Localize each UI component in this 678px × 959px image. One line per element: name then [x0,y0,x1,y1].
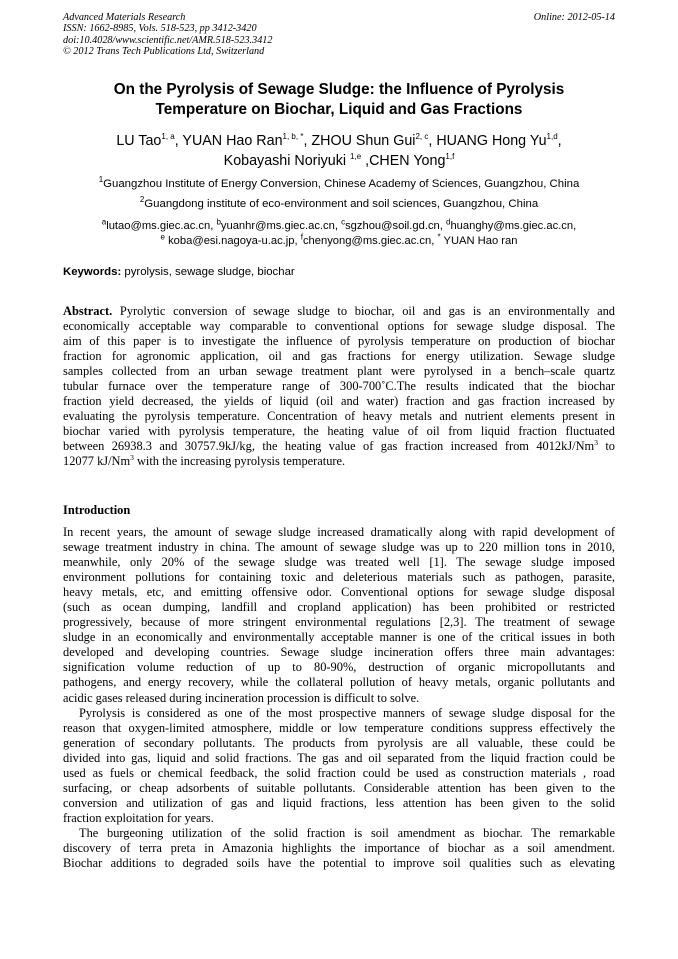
intro-line: Biochar additions to degraded soils have the potential to improve soil qualities such as elevating [63,856,615,871]
journal-header [63,12,272,58]
affiliation-sup: 2 [139,195,145,205]
author-line-2 [63,151,615,171]
abstract-line [63,454,615,469]
author-separator: , [361,153,370,169]
affiliation-text: Guangdong institute of eco-environment and soil sciences, Guangzhou, China [144,198,539,210]
keywords-line [63,265,295,279]
abstract-text: with the increasing pyrolysis temperature. [133,454,346,469]
intro-line: generation of secondary pollutants. The products from pyrolysis are all valuable, these could be [63,735,615,750]
author-sup: 1,d [546,132,558,142]
affiliation-text: Guangzhou Institute of Energy Conversion, Chinese Academy of Sciences, Guangzhou, China [103,178,580,190]
journal-name: Advanced Materials Research [63,12,186,23]
section-heading-introduction: Introduction [63,503,131,517]
intro-line: environment pollutions for containing toxic and deleterious materials such as pathogen, parasite, [63,570,615,585]
abstract-line: samples collected from an urban sewage treatment plant were pyrolysed in a bench–scale quartz [63,364,615,379]
intro-line: Pyrolysis is considered as one of the most prospective manners of sewage sludge disposal for the [79,705,615,720]
email-line-1 [63,219,615,234]
paper-title [63,80,615,119]
author-line-1 [63,131,615,151]
abstract-paragraph [63,304,615,470]
author-separator: , [303,133,312,149]
email-sup: f [300,231,303,241]
keywords-label: Keywords: [63,266,122,278]
intro-line: pathogens, and energy recovery, while the collateral pollution of heavy metals, organic pollutants and [63,675,615,690]
intro-line: reason that oxygen-limited atmosphere, middle or low temperature conditions suppress effectively the [63,720,615,735]
abstract-line [63,439,615,454]
email-sup: e [160,231,165,241]
email-block [63,219,615,248]
author-name: HUANG Hong Yu [436,133,547,149]
intro-line: developed and developing countries. Sewage sludge incineration offers three main advantages: [63,645,615,660]
intro-line: acidic gases released during incineration procession is difficult to solve. [63,690,420,705]
email-sup: c [341,217,346,227]
intro-line: meanwhile, only 20% of the sewage sludge was treated well [1]. The sewage sludge imposed [63,555,615,570]
abstract-line: fraction for agronomic application, oil and gas fractions for energy utilization. Sewage sludge [63,349,615,364]
email-sup: b [216,217,221,227]
author-separator: , [428,133,437,149]
abstract-line: biochar varied with pyrolysis temperature, the heating value of oil from liquid fraction fluctuated [63,424,615,439]
affiliation-1 [63,177,615,191]
abstract-line: tubular furnace over the temperature range of 300-700˚C.The results indicated that the biochar [63,379,615,394]
author-sup: 1,f [445,152,455,162]
abstract-label: Abstract. [63,304,113,318]
email-sup: a [101,217,107,227]
email-address: sgzhou@soil.gd.cn, [345,220,446,232]
email-address: yuanhr@ms.giec.ac.cn, [220,220,342,232]
intro-line: In recent years, the amount of sewage sludge increased dramatically along with rapid development of [63,525,615,539]
intro-line: used as fuels or chemical feedback, the solid fraction could be used as construction materials , road [63,765,615,780]
author-separator: , [174,133,183,149]
abstract-text: Pyrolytic conversion of sewage sludge to biochar, oil and gas is an environmentally and [112,304,615,318]
title-line-1: On the Pyrolysis of Sewage Sludge: the Influence of Pyrolysis [113,81,565,98]
abstract-text: 12077 kJ/Nm [63,454,131,469]
keywords-text: pyrolysis, sewage sludge, biochar [121,266,295,278]
introduction-text [63,525,615,871]
abstract-line: fraction yield decreased, the yields of liquid (oil and water) fraction and gas fraction increased by [63,394,615,409]
intro-line: (such as ocean dumping, landfill and cropland application) has been prohibited or restricted [63,600,615,615]
author-name: ZHOU Shun Gui [311,133,416,149]
email-address: chenyong@ms.giec.ac.cn, [302,234,438,247]
abstract-line: aim of this paper is to investigate the influence of pyrolysis temperature on production of biochar [63,334,615,349]
intro-line: divided into gas, liquid and solid fractions. The gas and oil separated from the liquid fraction could be [63,750,615,765]
issn-line: ISSN: 1662-8985, Vols. 518-523, pp 3412-3420 [63,23,257,35]
author-name: CHEN Yong [369,153,446,169]
unit-superscript: 3 [594,438,598,448]
intro-line: sludge in an economically and environmentally acceptable manner is one of the critical issues in both [63,630,615,645]
author-name: YUAN Hao Ran [182,133,283,149]
email-sup: d [446,217,451,227]
doi-line: doi:10.4028/www.scientific.net/AMR.518-523.3412 [63,34,273,46]
abstract-line: evaluating the pyrolysis temperature. Concentration of heavy metals and nutrient elements present in [63,409,615,424]
email-address: lutao@ms.giec.ac.cn, [106,220,217,232]
author-list [63,131,615,171]
email-address: koba@esi.nagoya-u.ac.jp, [164,234,301,247]
author-sup: 1, a [161,132,175,142]
affiliation-2 [63,197,615,211]
abstract-line [63,304,615,319]
title-line-2: Temperature on Biochar, Liquid and Gas Fractions [155,100,523,118]
intro-line: fraction exploitation for years. [63,810,214,825]
online-date: Online: 2012-05-14 [533,12,615,23]
abstract-text: to [597,439,615,454]
author-sup: 1,e [350,152,362,162]
intro-line: signification volume reduction of up to 80-90%, destruction of organic micropollutants and [63,660,615,675]
email-line-2 [63,231,615,249]
intro-line: sewage treatment industry in china. The amount of sewage sludge was up to 220 million tons in 2010, [63,540,615,555]
author-separator: , [557,133,562,149]
email-address: huanghy@ms.giec.ac.cn, [450,220,577,232]
author-name: Kobayashi Noriyuki [223,153,351,169]
author-sup: 1, b, * [282,132,304,142]
intro-line: surfacing, or cheap adsorbents of suitable pollutants. Considerable attention has been given to the [63,780,615,795]
unit-superscript: 3 [130,453,134,463]
corresponding-author: YUAN Hao ran [440,234,518,247]
intro-line: progressively, because of more stringent environmental regulations [2,3]. The treatment of sewage [63,615,615,630]
email-sup: * [437,231,441,241]
copyright-line: © 2012 Trans Tech Publications Ltd, Switzerland [63,46,265,58]
author-sup: 2, c [415,132,429,142]
intro-line: The burgeoning utilization of the solid fraction is soil amendment as biochar. The remarkable [79,825,615,840]
author-name: LU Tao [116,133,162,149]
intro-line: conversion and utilization of gas and liquid fractions, less attention has been given to the solid [63,795,615,810]
abstract-line: economically acceptable way comparable to conventional options for sewage sludge disposal. The [63,319,615,334]
intro-line: heavy metals, etc, and emitting offensive odor. Conventional options for sewage sludge disposal [63,585,615,600]
abstract-text: between 26938.3 and 30757.9kJ/kg, the heating value of gas fraction increased from 4012kJ/Nm [63,439,595,454]
affiliation-sup: 1 [98,175,104,185]
intro-line: discovery of terra preta in Amazonia highlights the importance of biochar as a soil amendment. [63,840,615,855]
